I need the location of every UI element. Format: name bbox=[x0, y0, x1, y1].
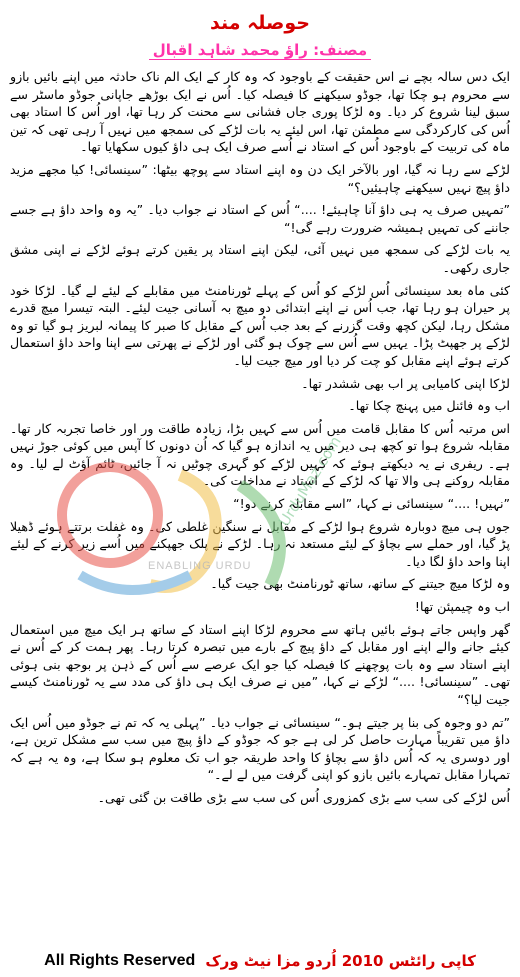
story-author bbox=[10, 38, 510, 62]
story-paragraph: گھر واپس جاتے ہوئے بائیں ہاتھ سے محروم لڑکا اپنے استاد کے ساتھ ہر ایک میچ میں استعمال کیئے جانے والے اپنے اور مقابل کے داؤ پیچ کے بارے میں تبصرہ کرتا رہا۔ پھر ہمت کر کے اُس نے اپنے استاد سے وہ بات پوچھنے کا فیصلہ کیا جو ایک عرصے سے اُس کے ذہن پر بوجھ بنی ہوئی تھی۔ ”سینسائی! ....“ لڑکے نے کہا، ”میں نے صرف ایک ہی داؤ کی مدد سے یہ ٹورنامنٹ کیسے جیت لیا؟“ bbox=[10, 621, 510, 707]
story-body bbox=[10, 68, 510, 807]
story-paragraph: اب وہ چیمپئن تھا! bbox=[414, 599, 510, 615]
watermark-tagline: ENABLING URDU bbox=[148, 560, 252, 572]
story-paragraph: اس مرتبہ اُس کا مقابل قامت میں اُس سے کہیں بڑا، زیادہ طاقت ور اور خاصا تجربہ کار تھا۔ مقابلہ شروع ہوا تو کچھ ہی دیر میں یہ اندازہ ہو گیا کہ اُن دونوں کا آپس میں کوئی جوڑ نہیں ہے۔ ریفری نے یہ دیکھتے ہوئے کہ کہیں لڑکے کو گہری چوٹیں نہ آ جائیں، ٹائم آؤٹ لے لیا۔ وہ مقابلہ روکنے ہی والا تھا کہ لڑکے کے استاد نے مداخلت کی۔ bbox=[10, 420, 510, 489]
story-paragraph: وہ لڑکا میچ جیتنے کے ساتھ، ساتھ ٹورنامنٹ بھی جیت گیا۔ bbox=[210, 576, 510, 592]
story-paragraph: لڑکا اپنی کامیابی پر اب بھی ششدر تھا۔ bbox=[301, 375, 510, 391]
story-title: حوصلہ مند bbox=[210, 12, 310, 34]
footer-rights-urdu: کاپی رائٹس 2010 اُردو مزا نیٹ ورک bbox=[205, 952, 476, 970]
story-paragraph: یہ بات لڑکے کی سمجھ میں نہیں آئی، لیکن اپنے استاد پر یقین کرتے ہوئے لڑکے نے اپنی مشق جاری رکھی۔ bbox=[10, 242, 510, 275]
story-paragraph: جوں ہی میچ دوبارہ شروع ہوا لڑکے کے مقابل نے سنگین غلطی کی۔ وہ غفلت برتتے ہوئے ڈھیلا پڑ گیا، اور حملے سے بچاؤ کے لیئے مستعد نہ رہا۔ لڑکے نے پلک جھپکنے میں اُسے زیر کرنے کے لیئے اپنا واحد داؤ لگا دیا۔ bbox=[10, 518, 510, 569]
footer bbox=[0, 950, 520, 972]
story-paragraph: اُس لڑکے کی سب سے بڑی کمزوری اُس کی سب سے بڑی طاقت بن گئی تھی۔ bbox=[97, 789, 510, 805]
story-paragraph: اب وہ فائنل میں پہنچ چکا تھا۔ bbox=[348, 398, 510, 414]
story-paragraph: ”تم دو وجوہ کی بنا پر جیتے ہو۔“ سینسائی نے جواب دیا۔ ”پہلی یہ کہ تم نے جوڈو میں اُس ایک داؤ میں تقریباً مہارت حاصل کر لی ہے جو کہ جوڈو کے داؤ پیچ میں سب سے مشکل ترین ہے، اور دوسری یہ کہ اُس داؤ سے بچاؤ کا واحد طریقہ جو اب تک معلوم ہو سکا ہے، وہ یہ ہے کہ تمہارا مقابل تمہارے بائیں بازو کو اپنی گرفت میں لے لے۔“ bbox=[10, 714, 510, 783]
story-paragraph: ”نہیں! ....“ سینسائی نے کہا، ”اسے مقابلہ کرنے دو!“ bbox=[233, 496, 510, 512]
story-paragraph: لڑکے سے رہا نہ گیا، اور بالآخر ایک دن وہ اپنے استاد سے پوچھ بیٹھا: ”سینسائی! کیا مجھے مزید داؤ پیچ نہیں سیکھنے چاہیئیں؟“ bbox=[10, 161, 510, 195]
footer-rights-english: All Rights Reserved bbox=[44, 952, 196, 969]
story-paragraph: ایک دس سالہ بچے نے اس حقیقت کے باوجود کہ وہ کار کے ایک الم ناک حادثہ میں اپنے بائیں بازو سے محروم ہو چکا تھا، جوڈو سیکھنے کا فیصلہ کیا۔ اُس نے ایک بوڑھے جاپانی جوڈو ماسٹر سے سبق لینا شروع کر دیا۔ وہ لڑکا پوری جاں فشانی سے محنت کر رہا تھا، اور اُس کا استاد بھی اُس کی کارکردگی سے مطمئن تھا، اس لیئے یہ بات لڑکے کی سمجھ میں نہیں آ رہی تھی کہ تین ماہ کی تربیت کے باوجود اُس کے استاد نے اُسے صرف ایک ہی داؤ کیوں سکھایا تھا۔ bbox=[10, 69, 510, 155]
author-name: مصنف: راؤ محمد شاہد اقبال bbox=[149, 41, 371, 60]
story-paragraph: کئی ماہ بعد سینسائی اُس لڑکے کو اُس کے پہلے ٹورنامنٹ میں مقابلے کے لیئے لے گیا۔ لڑکا خود پر حیران ہو رہا تھا، جب اُس نے اپنے ابتدائی دو میچ بہ آسانی جیت لیئے۔ البتہ تیسرا میچ قدرے مشکل رہا، لیکن کچھ وقت گزرنے کے بعد جب اُس کے مقابل کا صبر کا پیمانہ لبریز ہو گیا تو وہ لڑکے پر جھپٹ پڑا۔ یہیں سے اُس سے چوک ہو گئی اور لڑکے نے پھرتی سے اپنا واحد داؤ استعمال کرتے ہوئے اپنے مقابل کو چت کر دیا اور میچ جیت لیا۔ bbox=[10, 282, 510, 368]
watermark-site-text: UrduMaz.com bbox=[275, 432, 345, 530]
story-paragraph: ”تمہیں صرف یہ ہی داؤ آنا چاہیئے! ....“ اُس کے استاد نے جواب دیا۔ ”یہ وہ واحد داؤ ہے جسے جاننے کی تمہیں ہمیشہ ضرورت رہے گی!“ bbox=[10, 202, 510, 235]
